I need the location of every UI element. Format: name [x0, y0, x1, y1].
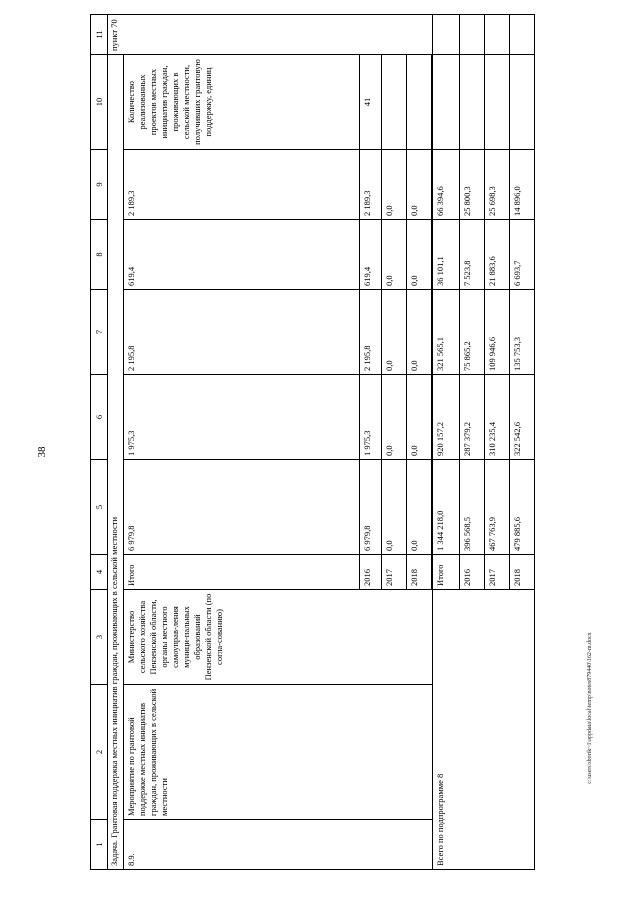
value-cell: 0,0: [382, 150, 407, 220]
year-cell: 2017: [485, 555, 510, 590]
indicator-value: 41: [360, 55, 382, 150]
header-cell: 9: [91, 150, 108, 220]
file-path-footer: c:\users\sborik~1\appdata\local\temp\notes879440\162-m.docx: [587, 632, 593, 784]
rotated-table-wrapper: [90, 15, 535, 870]
header-cell: 2: [91, 685, 108, 820]
empty-cell: [460, 55, 485, 150]
empty-cell: [433, 55, 460, 150]
measure-total-row: [124, 15, 360, 870]
value-cell: 135 753,3: [510, 290, 535, 375]
header-cell: 3: [91, 590, 108, 685]
page-number: 38: [36, 446, 48, 458]
value-cell: 920 157,2: [433, 375, 460, 460]
empty-cell: [485, 55, 510, 150]
value-cell: 0,0: [407, 150, 432, 220]
value-cell: 321 565,1: [433, 290, 460, 375]
indicator-value: [382, 55, 407, 150]
value-cell: 0,0: [382, 290, 407, 375]
empty-cell: [510, 15, 535, 55]
value-cell: 6 979,8: [360, 460, 382, 555]
year-cell: Итого: [433, 555, 460, 590]
value-cell: 7 523,8: [460, 220, 485, 290]
indicator-cell: Количество реализованных проектов местных инициатив граждан, проживающих в сельской местности, получивших грантовую поддержку, единиц: [124, 55, 360, 150]
task-row: [108, 15, 124, 870]
header-cell: 1: [91, 820, 108, 870]
year-cell: Итого: [124, 555, 360, 590]
header-cell: 7: [91, 290, 108, 375]
header-cell: 8: [91, 220, 108, 290]
subtotal-label: Всего по подпрограмме 8: [433, 590, 535, 870]
value-cell: 14 896,0: [510, 150, 535, 220]
value-cell: 1 975,3: [124, 375, 360, 460]
value-cell: 0,0: [407, 290, 432, 375]
empty-cell: [510, 55, 535, 150]
value-cell: 310 235,4: [485, 375, 510, 460]
point-ref: пункт 70: [108, 15, 433, 55]
value-cell: 619,4: [360, 220, 382, 290]
value-cell: 287 379,2: [460, 375, 485, 460]
value-cell: 25 698,3: [485, 150, 510, 220]
value-cell: 619,4: [124, 220, 360, 290]
value-cell: 0,0: [382, 460, 407, 555]
value-cell: 0,0: [407, 460, 432, 555]
measure-num: 8.9.: [124, 820, 433, 870]
year-cell: 2018: [510, 555, 535, 590]
value-cell: 6 979,8: [124, 460, 360, 555]
header-cell: 11: [91, 15, 108, 55]
program-table: [90, 14, 535, 870]
header-cell: 5: [91, 460, 108, 555]
empty-cell: [485, 15, 510, 55]
value-cell: 2 195,8: [360, 290, 382, 375]
value-cell: 21 883,6: [485, 220, 510, 290]
value-cell: 2 189,3: [360, 150, 382, 220]
value-cell: 0,0: [382, 375, 407, 460]
value-cell: 6 693,7: [510, 220, 535, 290]
measure-executor: Министерство сельского хозяйства Пензенской области, органы местного самоуправ-ления муници-пальных образований Пензенской области (по согла-сованию): [124, 590, 433, 685]
year-cell: 2017: [382, 555, 407, 590]
header-cell: 10: [91, 55, 108, 150]
header-row: [91, 15, 108, 870]
value-cell: 0,0: [382, 220, 407, 290]
value-cell: 36 101,1: [433, 220, 460, 290]
value-cell: 2 189,3: [124, 150, 360, 220]
value-cell: 1 975,3: [360, 375, 382, 460]
year-cell: 2016: [360, 555, 382, 590]
value-cell: 322 542,6: [510, 375, 535, 460]
indicator-value: [407, 55, 432, 150]
value-cell: 109 946,6: [485, 290, 510, 375]
value-cell: 467 763,9: [485, 460, 510, 555]
value-cell: 1 344 218,0: [433, 460, 460, 555]
value-cell: 75 865,2: [460, 290, 485, 375]
task-title: Задача. Грантовая поддержка местных инициатив граждан, проживающих в сельской местности: [108, 55, 124, 870]
value-cell: 25 800,3: [460, 150, 485, 220]
value-cell: 2 195,8: [124, 290, 360, 375]
value-cell: 0,0: [407, 220, 432, 290]
measure-name: Мероприятие по грантовой поддержке местных инициатив граждан, проживающих в сельской местности: [124, 685, 433, 820]
header-cell: 4: [91, 555, 108, 590]
subtotal-total-row: [433, 15, 460, 870]
header-cell: 6: [91, 375, 108, 460]
value-cell: 396 568,5: [460, 460, 485, 555]
value-cell: 66 394,6: [433, 150, 460, 220]
value-cell: 0,0: [407, 375, 432, 460]
value-cell: 479 885,6: [510, 460, 535, 555]
year-cell: 2018: [407, 555, 432, 590]
empty-cell: [460, 15, 485, 55]
empty-cell: [433, 15, 460, 55]
year-cell: 2016: [460, 555, 485, 590]
